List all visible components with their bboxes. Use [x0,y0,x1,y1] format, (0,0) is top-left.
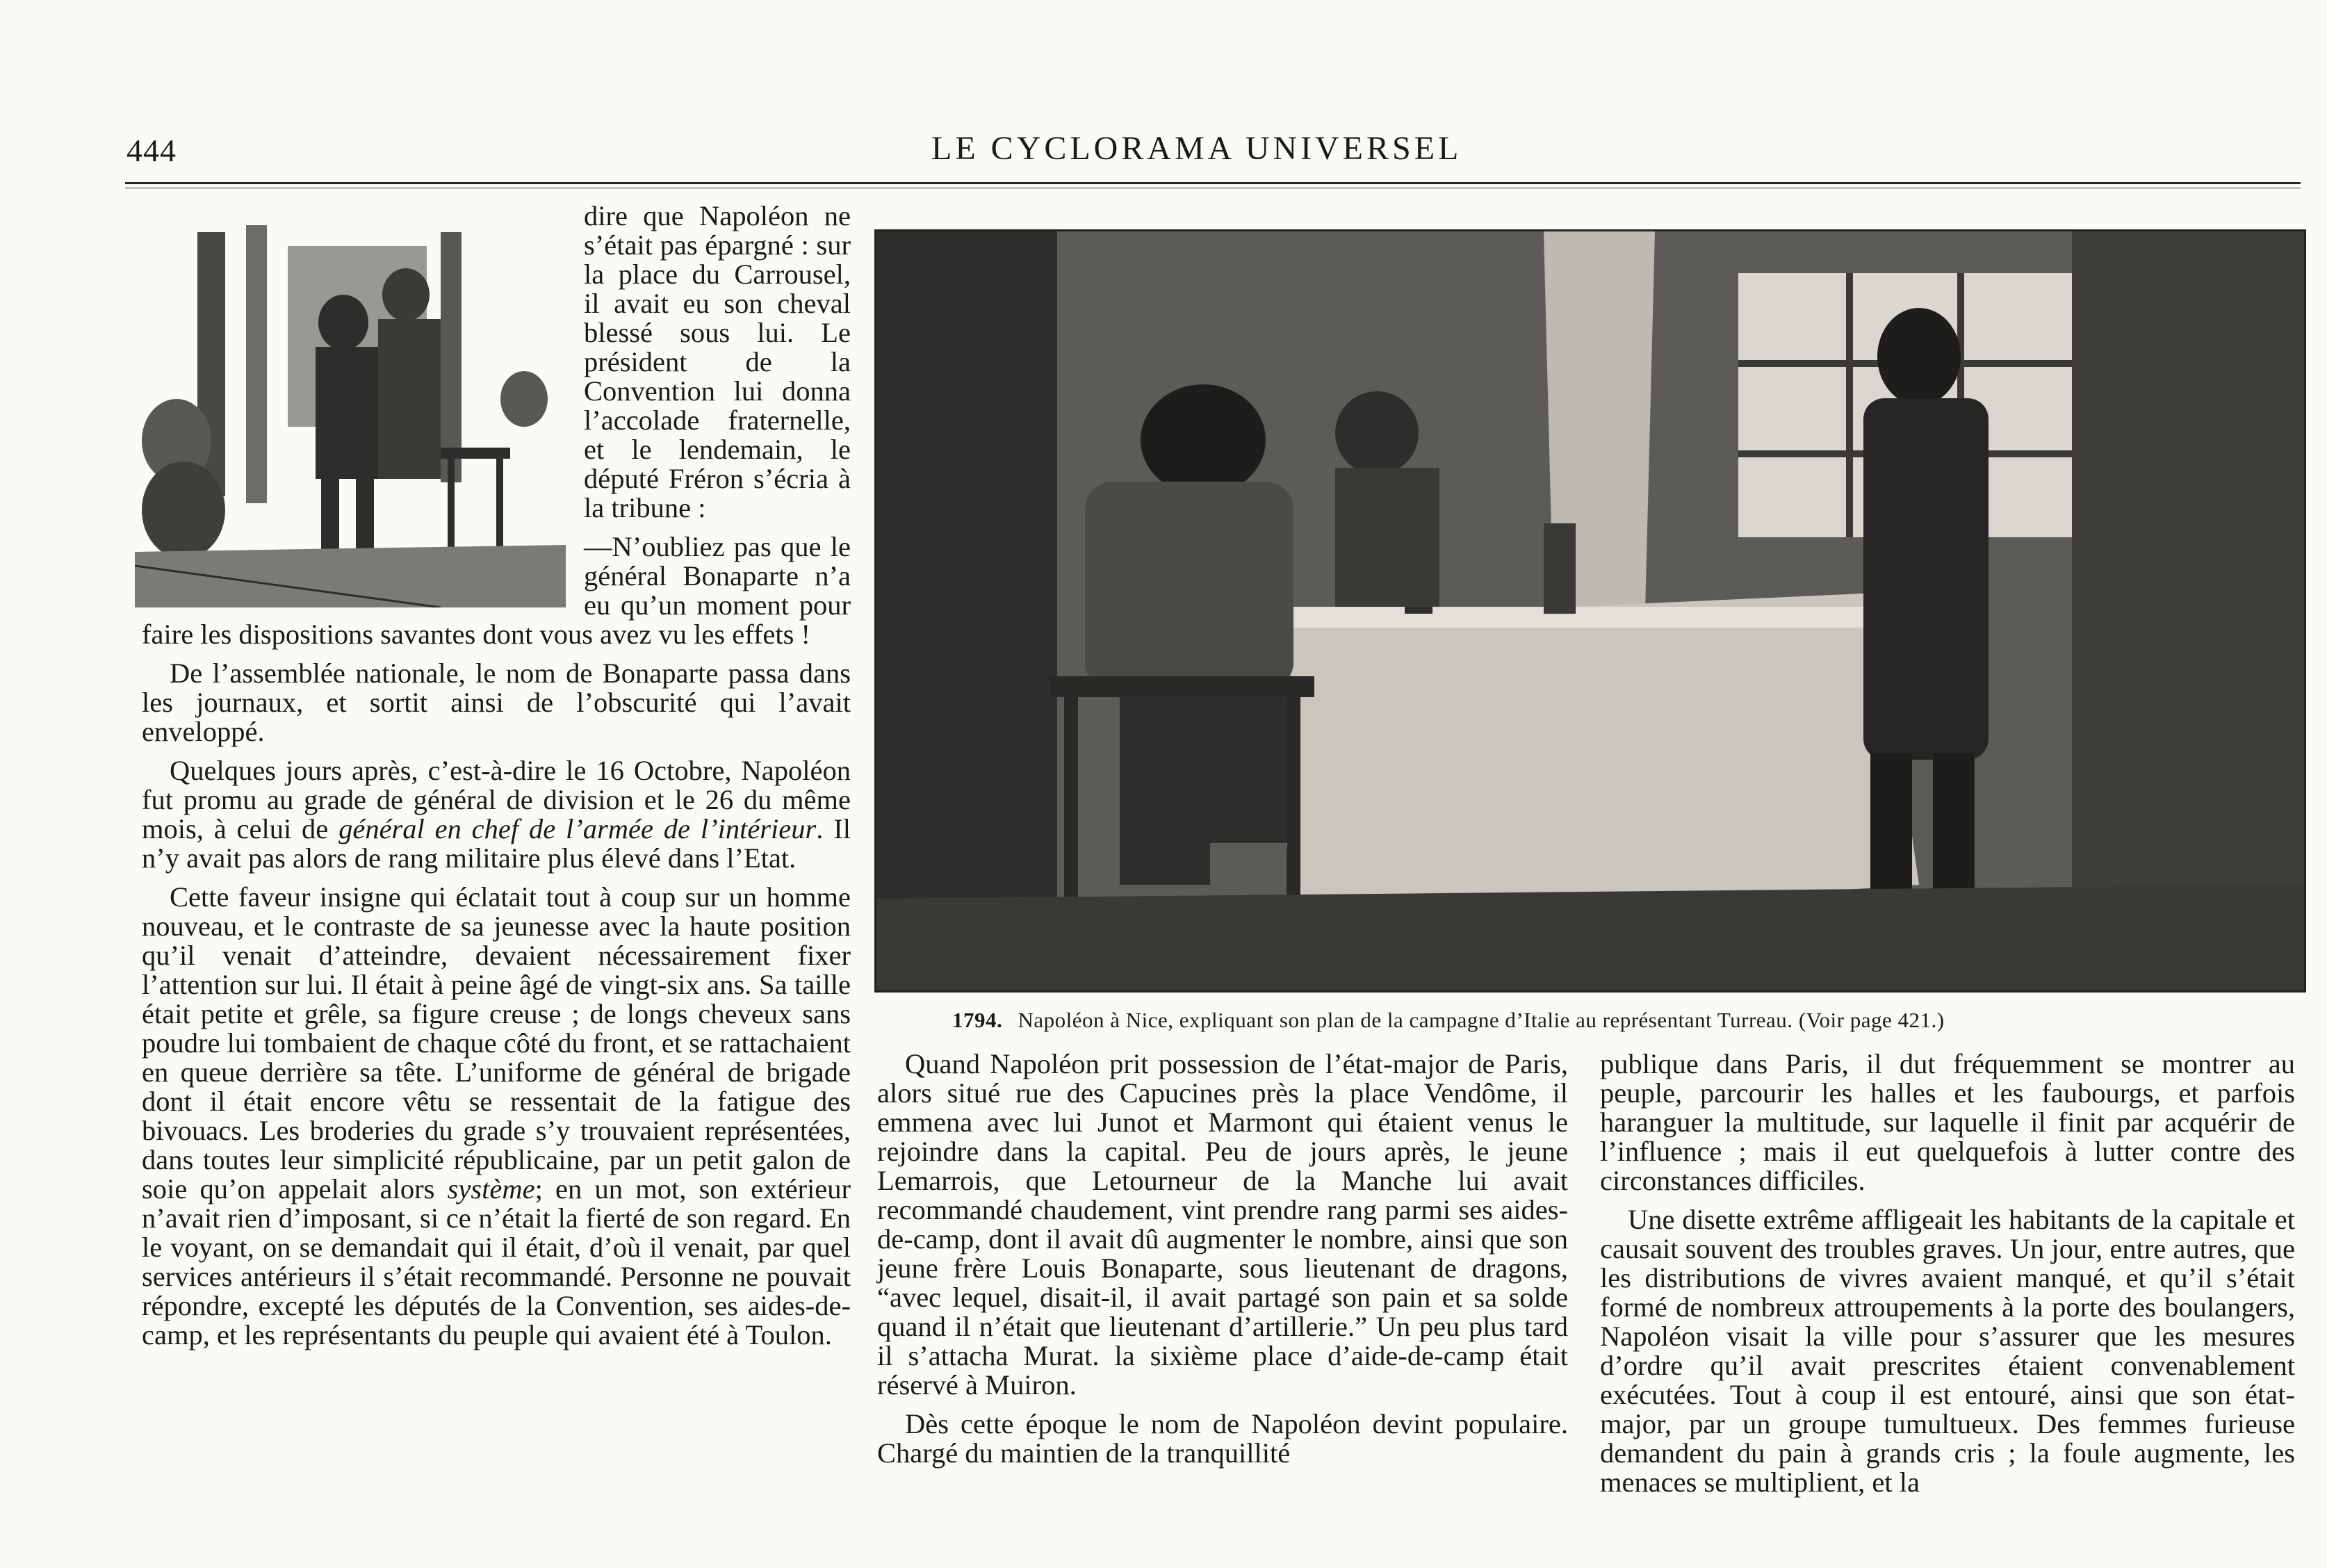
paragraph: Quand Napoléon prit possession de l’état-major de Paris, alors situé rue des Capucines près la place Vendôme, il emmena avec lui Junot et Marmont qui étaient venus le rejoindre dans la capital. Peu de jours après, le jeune Lemarrois, que Letourneur de la Manche lui avait recommandé chaudement, vint prendre rang parmi ses aides-de-camp, dont il avait dû augmenter le nombre, ainsi que son jeune frère Louis Bonaparte, sous lieutenant de dragons, “avec lequel, disait-il, il avait partagé son pain et sa solde quand il n’était que lieutenant d’artillerie.” Un peu plus tard il s’attacha Murat. la sixième place d’aide-de-camp était réservé à Muiron. [877,1048,1568,1400]
caption-year: 1794. [952,1008,1003,1032]
paragraph: Dès cette époque le nom de Napoléon devint populaire. Chargé du maintien de la tranquillité [877,1408,1568,1469]
caption-text: Napoléon à Nice, expliquant son plan de la campagne d’Italie au représentant Turreau. [1018,1008,1793,1032]
column-2 [877,1050,1568,1478]
paragraph [142,883,851,1350]
italic-rank: général en chef de l’armée de l’intérieur [338,813,817,844]
paragraph: publique dans Paris, il dut fréquemment se montrer au peuple, parcourir les halles et les faubourgs, et parfois haranguer la multitude, sur laquelle il finit par acquérir de l’influence ; mais il eut quelquefois à lutter contre des circonstances difficiles. [1600,1048,2295,1196]
paragraph-text: . Il n’y avait pas alors de rang militaire plus élevé dans l’Etat. [142,813,851,874]
running-head: LE CYCLORAMA UNIVERSEL [931,130,1462,167]
page-number: 444 [126,133,177,168]
paragraph: De l’assemblée nationale, le nom de Bonaparte passa dans les journaux, et sortit ainsi de l’obscurité qui l’avait enveloppé. [142,658,851,747]
paragraph [142,756,851,873]
column-3 [1600,1050,2295,1507]
paragraph-text: Cette faveur insigne qui éclatait tout à coup sur un homme nouveau, et le contraste de sa jeunesse avec la haute position qu’il venait d’atteindre, devaient nécessairement fixer l’attention sur lui. Il était à peine âgé de vingt-six ans. Sa taille était petite et grêle, sa figure creuse ; de longs cheveux sans poudre lui tombaient de chaque côté du front, et se rattachaient en queue derrière sa tête. L’uniforme de général de brigade dont il était encore vêtu se ressentait de la fatigue des bivouacs. Les broderies du grade s’y trouvaient représentées, dans toutes leur simplicité républicaine, par un petit galon de soie qu’on appelait alors [142,881,851,1204]
paragraph-text: Quelques jours après, c’est-à-dire le 16 Octobre, Napoléon fut promu au grade de général de division et le 26 du même mois, à celui de [142,755,851,844]
header-rule [125,182,2301,188]
paragraph: —N’oubliez pas que le général Bonaparte n’a eu qu’un moment pour faire les dispositions savantes dont vous avez vu les effets ! [142,531,851,650]
column-1 [142,202,851,1359]
paragraph: Une disette extrême affligeait les habitants de la capitale et causait souvent des troubles graves. Un jour, entre autres, que les distributions de vivres avaient manqué, et qu’il s’était formé de nombreux attroupements à la porte des boulangers, Napoléon visait la ville pour s’assurer que les mesures d’ordre qu’il avait prescrites étaient convenablement exécutées. Tout à coup il est entouré, ainsi que son état-major, par un groupe tumultueux. Des femmes furieuse demandent du pain à grands cris ; la foule augmente, les menaces se multiplient, et la [1600,1204,2295,1498]
main-engraving [874,229,2306,993]
italic-systeme: système [447,1173,535,1204]
inset-engraving [135,218,566,607]
caption-reference: (Voir page 421.) [1798,1008,1945,1032]
paragraph: dire que Napoléon ne s’était pas épargné : sur la place du Carrousel, il avait eu son cheval blessé sous lui. Le président de la Convention lui donna l’accolade fraternelle, et le lendemain, le député Fréron s’écria à la tribune : [584,200,851,523]
engraving-scene [876,231,2304,990]
paragraph-text: ; en un mot, son extérieur n’avait rien d’imposant, si ce n’était la fierté de son regard. En le voyant, on se demandait qui il était, d’où il venait, par quel services antérieurs il s’était recommandé. Personne ne pouvait répondre, excepté les députés de la Convention, ses aides-de-camp, et les représentants du peuple qui avaient été à Toulon. [142,1173,851,1350]
plate-caption [952,1008,2273,1033]
